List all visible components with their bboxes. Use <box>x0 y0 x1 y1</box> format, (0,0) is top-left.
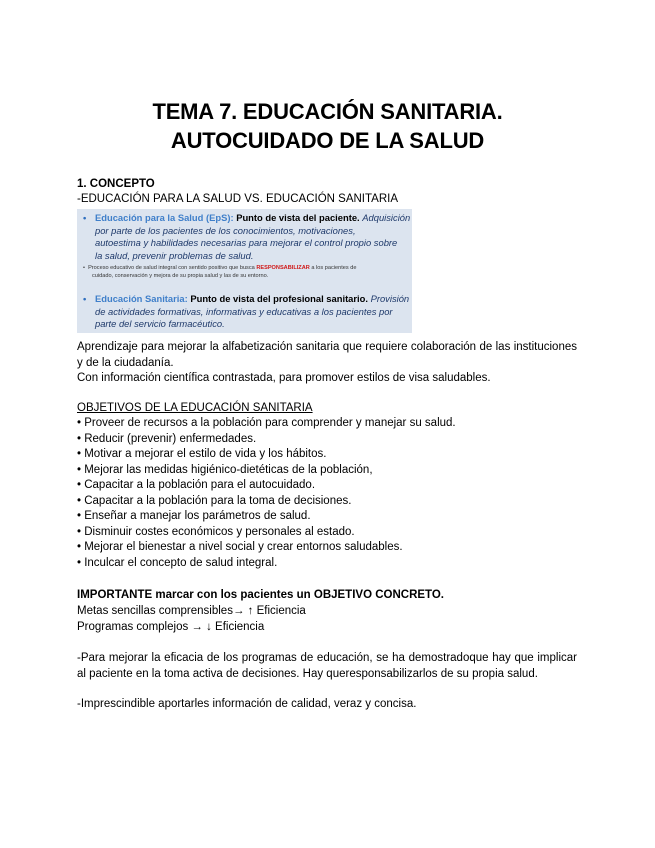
eps-text-2: por parte de los pacientes de los conocimientos, motivaciones, <box>95 224 356 236</box>
bullet-icon: • <box>83 293 87 304</box>
eps-definition <box>83 212 409 262</box>
important-line1: Metas sencillas comprensibles→ ↑ Eficiencia <box>77 605 306 617</box>
list-item: • Proveer de recursos a la población para comprender y manejar su salud. <box>77 417 456 429</box>
list-item: • Enseñar a manejar los parámetros de salud. <box>77 510 311 523</box>
eps-note <box>83 264 409 280</box>
list-item: • Disminuir costes económicos y personales al estado. <box>77 525 355 538</box>
list-item: • Reducir (prevenir) enfermedades. <box>77 432 257 445</box>
note-text-post: a los pacientes de <box>311 265 357 271</box>
objectives-list <box>77 416 577 571</box>
paragraph-informacion: Con información científica contrastada, para promover estilos de visa saludables. <box>77 372 491 384</box>
paragraph-imprescindible: -Imprescindible aportarles información de calidad, veraz y concisa. <box>77 698 417 710</box>
eps-view: Punto de vista del paciente. <box>236 212 360 223</box>
list-item: • Motivar a mejorar el estilo de vida y los hábitos. <box>77 448 327 461</box>
list-item: • Capacitar a la población para la toma de decisiones. <box>77 494 352 507</box>
es-text-3: parte del servicio farmacéutico. <box>95 318 225 330</box>
paragraph-aprendizaje: Aprendizaje para mejorar la alfabetización sanitaria que requiere colaboración de las instituciones y de la ciudadanía. <box>77 341 577 369</box>
small-bullet-icon: • <box>83 265 89 271</box>
es-text-1: Provisión <box>370 293 410 304</box>
list-item: • Mejorar el bienestar a nivel social y crear entornos saludables. <box>77 541 403 554</box>
eps-text-4: la salud, prevenir problemas de salud. <box>95 249 254 261</box>
important-line2: Programas complejos → ↓ Eficiencia <box>77 621 265 633</box>
note-text-2: cuidado, conservación y mejora de su propia salud y las de su entorno. <box>92 273 269 279</box>
embedded-slide-image <box>77 209 412 333</box>
es-text-2: de actividades formativas, informativas y educativas a los pacientes por <box>95 305 393 317</box>
page-title-line1: TEMA 7. EDUCACIÓN SANITARIA. <box>152 99 503 124</box>
eps-text-1: Adquisición <box>362 212 411 223</box>
section-subheading: -EDUCACIÓN PARA LA SALUD VS. EDUCACIÓN SANITARIA <box>77 193 399 205</box>
eps-text-3: autoestima y habilidades necesarias para mejorar el control propio sobre <box>95 237 398 249</box>
list-item: • Inculcar el concepto de salud integral. <box>77 556 278 569</box>
list-item: • Mejorar las medidas higiénico-dietéticas de la población, <box>77 463 373 476</box>
section-heading: 1. CONCEPTO <box>77 178 155 190</box>
list-item: • Capacitar a la población para el autocuidado. <box>77 479 316 492</box>
eps-term: Educación para la Salud (EpS): <box>95 212 234 223</box>
page-title-line2: AUTOCUIDADO DE LA SALUD <box>170 128 485 153</box>
note-text-pre: Proceso educativo de salud integral con sentido positivo que busca <box>88 265 255 271</box>
bullet-icon: • <box>83 212 87 223</box>
important-heading: IMPORTANTE marcar con los pacientes un OBJETIVO CONCRETO. <box>77 589 445 601</box>
es-view: Punto de vista del profesional sanitario. <box>190 293 368 304</box>
es-definition <box>83 293 409 331</box>
paragraph-eficacia: -Para mejorar la eficacia de los programas de educación, se ha demostradoque hay que implicar al paciente en la toma activa de decisiones. Hay queresponsabilizarlos de su propia salud. <box>77 652 577 680</box>
note-text-red: RESPONSABILIZAR <box>256 265 310 271</box>
es-term: Educación Sanitaria: <box>95 293 188 304</box>
objectives-heading: OBJETIVOS DE LA EDUCACIÓN SANITARIA <box>77 402 313 414</box>
